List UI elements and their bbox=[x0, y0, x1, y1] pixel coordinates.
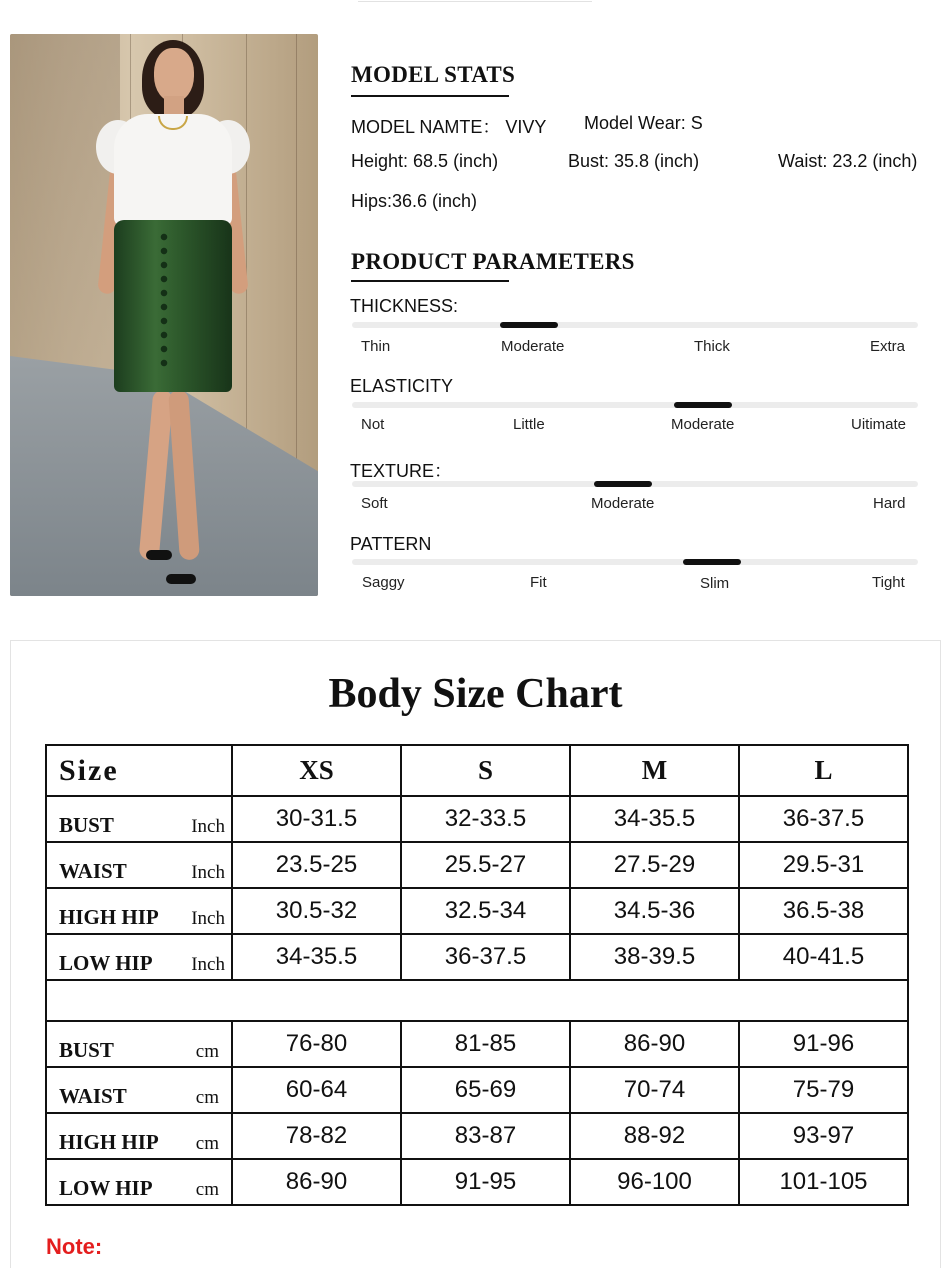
table-row bbox=[46, 888, 908, 934]
size-value: 32-33.5 bbox=[401, 796, 570, 842]
elasticity-scale bbox=[352, 402, 918, 408]
table-spacer-cell bbox=[46, 980, 908, 1021]
size-column-m: M bbox=[570, 745, 739, 796]
row-name: HIGH HIP bbox=[59, 905, 159, 929]
row-name: HIGH HIP bbox=[59, 1130, 159, 1154]
model-shoe-left bbox=[146, 550, 172, 560]
texture-scale bbox=[352, 481, 918, 487]
elasticity-tick: Uitimate bbox=[851, 416, 907, 433]
size-value: 83-87 bbox=[401, 1113, 570, 1159]
row-label-cell bbox=[46, 934, 232, 980]
model-stats-underline bbox=[351, 95, 509, 97]
table-row bbox=[46, 842, 908, 888]
thickness-tick: Thin bbox=[361, 338, 391, 355]
size-column-xs: XS bbox=[232, 745, 401, 796]
pattern-label: PATTERN bbox=[350, 534, 432, 554]
thickness-marker bbox=[500, 322, 558, 328]
size-column-s: S bbox=[401, 745, 570, 796]
row-label-cell bbox=[46, 888, 232, 934]
table-row bbox=[46, 796, 908, 842]
model-name: MODEL NAMTE： VIVY bbox=[351, 117, 547, 137]
model-stats-title: MODEL STATS bbox=[351, 62, 516, 87]
size-value: 36-37.5 bbox=[401, 934, 570, 980]
row-label-cell bbox=[46, 842, 232, 888]
pattern-tick: Tight bbox=[872, 574, 905, 591]
product-parameters-underline bbox=[351, 280, 509, 282]
elasticity-tick: Little bbox=[513, 416, 545, 433]
size-value: 34-35.5 bbox=[232, 934, 401, 980]
size-value: 96-100 bbox=[570, 1159, 739, 1205]
row-label-cell bbox=[46, 796, 232, 842]
thickness-tick: Extra bbox=[870, 338, 906, 355]
row-unit: Inch bbox=[191, 862, 225, 883]
pattern-tick: Slim bbox=[700, 575, 730, 592]
size-value: 91-96 bbox=[739, 1021, 908, 1067]
table-row bbox=[46, 1113, 908, 1159]
model-shoe-right bbox=[166, 574, 196, 584]
size-value: 70-74 bbox=[570, 1067, 739, 1113]
elasticity-tick: Moderate bbox=[671, 416, 735, 433]
thickness-label: THICKNESS: bbox=[350, 296, 459, 316]
model-white-top bbox=[114, 114, 232, 226]
size-value: 30.5-32 bbox=[232, 888, 401, 934]
size-header-label: Size bbox=[46, 745, 232, 796]
texture-label: TEXTURE： bbox=[350, 461, 453, 481]
size-value: 25.5-27 bbox=[401, 842, 570, 888]
row-name: LOW HIP bbox=[59, 951, 153, 975]
row-unit: Inch bbox=[191, 908, 225, 929]
size-value: 38-39.5 bbox=[570, 934, 739, 980]
model-face bbox=[154, 48, 194, 102]
size-value: 36.5-38 bbox=[739, 888, 908, 934]
size-value: 81-85 bbox=[401, 1021, 570, 1067]
size-value: 34.5-36 bbox=[570, 888, 739, 934]
top-divider bbox=[358, 1, 592, 2]
size-chart-table bbox=[45, 744, 909, 1206]
note-label: Note: bbox=[46, 1234, 103, 1259]
size-chart-title: Body Size Chart bbox=[328, 671, 623, 717]
model-wear: Model Wear: S bbox=[584, 113, 703, 133]
size-value: 101-105 bbox=[739, 1159, 908, 1205]
texture-tick: Moderate bbox=[591, 495, 655, 512]
size-column-l: L bbox=[739, 745, 908, 796]
size-value: 29.5-31 bbox=[739, 842, 908, 888]
size-value: 86-90 bbox=[570, 1021, 739, 1067]
size-value: 36-37.5 bbox=[739, 796, 908, 842]
model-waist: Waist: 23.2 (inch) bbox=[778, 151, 918, 171]
pattern-marker bbox=[683, 559, 741, 565]
row-name: BUST bbox=[59, 1038, 114, 1062]
size-value: 34-35.5 bbox=[570, 796, 739, 842]
size-value: 78-82 bbox=[232, 1113, 401, 1159]
model-green-skirt bbox=[114, 220, 232, 392]
row-unit: Inch bbox=[191, 954, 225, 975]
size-value: 91-95 bbox=[401, 1159, 570, 1205]
size-value: 30-31.5 bbox=[232, 796, 401, 842]
table-row bbox=[46, 1021, 908, 1067]
table-row bbox=[46, 1067, 908, 1113]
size-header-row bbox=[46, 745, 908, 796]
table-row bbox=[46, 934, 908, 980]
pattern-scale bbox=[352, 559, 918, 565]
size-value: 75-79 bbox=[739, 1067, 908, 1113]
row-label-cell bbox=[46, 1113, 232, 1159]
row-label-cell bbox=[46, 1159, 232, 1205]
skirt-buttons bbox=[160, 230, 168, 370]
model-bust: Bust: 35.8 (inch) bbox=[568, 151, 700, 171]
thickness-scale bbox=[352, 322, 918, 328]
texture-tick: Hard bbox=[873, 495, 906, 512]
model-photo bbox=[10, 34, 318, 596]
size-value: 86-90 bbox=[232, 1159, 401, 1205]
pattern-tick: Fit bbox=[530, 574, 547, 591]
row-name: BUST bbox=[59, 813, 114, 837]
texture-marker bbox=[594, 481, 652, 487]
elasticity-tick: Not bbox=[361, 416, 385, 433]
size-value: 93-97 bbox=[739, 1113, 908, 1159]
thickness-tick: Moderate bbox=[501, 338, 565, 355]
size-value: 88-92 bbox=[570, 1113, 739, 1159]
size-value: 76-80 bbox=[232, 1021, 401, 1067]
product-parameters-title: PRODUCT PARAMETERS bbox=[351, 249, 635, 274]
size-value: 27.5-29 bbox=[570, 842, 739, 888]
size-value: 65-69 bbox=[401, 1067, 570, 1113]
row-unit: cm bbox=[195, 1133, 219, 1154]
size-value: 23.5-25 bbox=[232, 842, 401, 888]
thickness-tick: Thick bbox=[694, 338, 730, 355]
row-name: WAIST bbox=[59, 1084, 127, 1108]
size-value: 40-41.5 bbox=[739, 934, 908, 980]
row-label-cell bbox=[46, 1067, 232, 1113]
elasticity-label: ELASTICITY bbox=[350, 376, 454, 396]
row-name: LOW HIP bbox=[59, 1176, 153, 1200]
size-value: 32.5-34 bbox=[401, 888, 570, 934]
row-unit: Inch bbox=[191, 816, 225, 837]
row-label-cell bbox=[46, 1021, 232, 1067]
texture-tick: Soft bbox=[361, 495, 388, 512]
row-unit: cm bbox=[195, 1041, 219, 1062]
row-unit: cm bbox=[195, 1087, 219, 1108]
row-unit: cm bbox=[195, 1179, 219, 1200]
row-name: WAIST bbox=[59, 859, 127, 883]
size-value: 60-64 bbox=[232, 1067, 401, 1113]
table-spacer-row bbox=[46, 980, 908, 1021]
pattern-tick: Saggy bbox=[362, 574, 405, 591]
elasticity-marker bbox=[674, 402, 732, 408]
model-height: Height: 68.5 (inch) bbox=[351, 151, 499, 171]
model-hips: Hips:36.6 (inch) bbox=[351, 191, 478, 211]
table-row bbox=[46, 1159, 908, 1205]
